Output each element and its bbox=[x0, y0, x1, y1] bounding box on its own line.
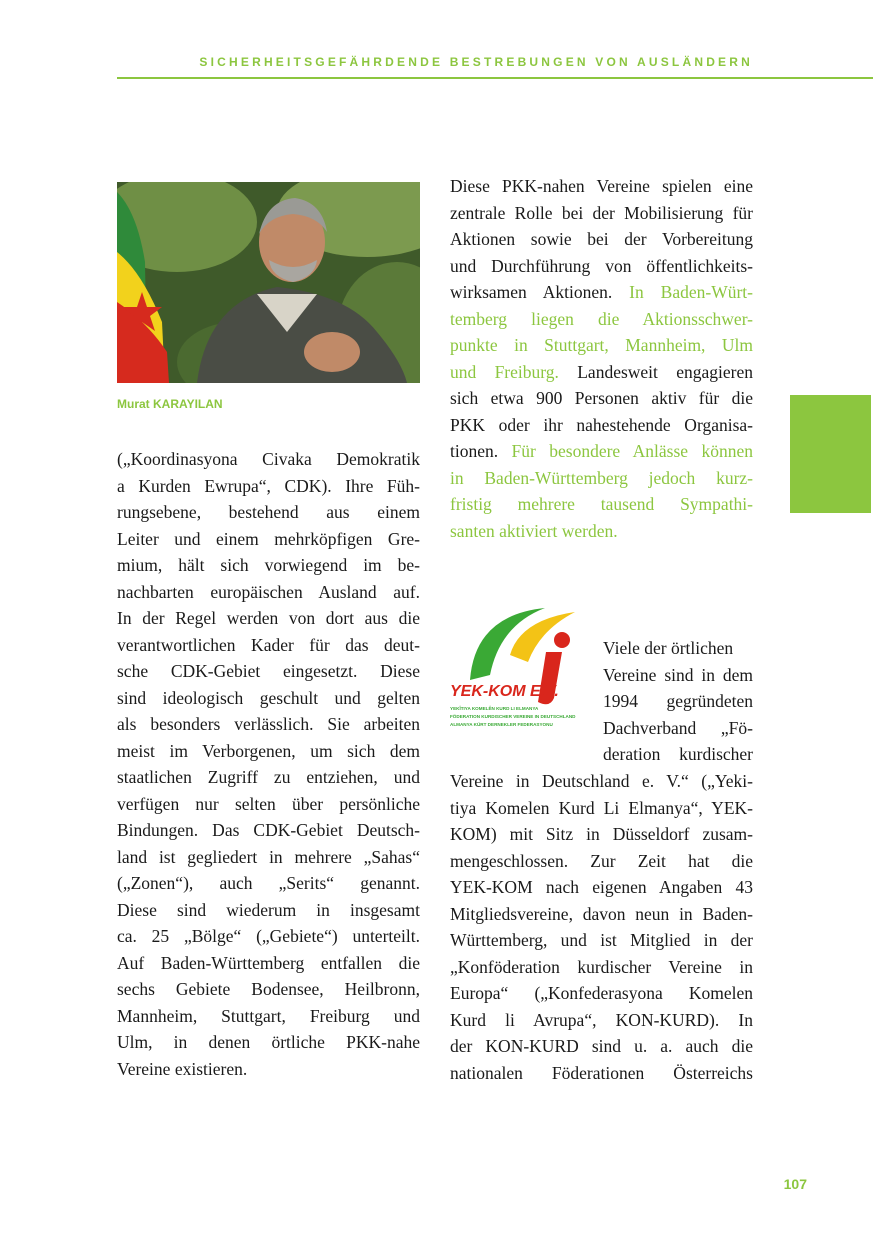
text-line: sechs Gebiete Bodensee, Heilbronn, bbox=[117, 979, 420, 999]
logo-subline-1: YEKÎTIYA KOMELÊN KURD LI ELMANYA bbox=[450, 706, 539, 711]
right-text-column-narrow bbox=[603, 635, 753, 768]
text-line: Kurd li Avrupa“, KON-KURD). In bbox=[450, 1009, 753, 1030]
text-line bbox=[450, 359, 753, 386]
highlighted-text: und Freiburg. bbox=[450, 361, 559, 382]
text-line: als besonders verlässlich. Sie arbeiten bbox=[117, 714, 420, 734]
text-line: „Konföderation kurdischer Vereine in bbox=[450, 956, 753, 977]
text-line: Vereine in Deutschland e. V.“ („Yeki- bbox=[450, 771, 753, 791]
text-line bbox=[450, 465, 753, 492]
page-number: 107 bbox=[783, 1176, 807, 1192]
text-line: rungsebene, bestehend aus einem bbox=[117, 502, 420, 522]
text-line: deration kurdischer bbox=[603, 744, 753, 764]
portrait-photo-illustration bbox=[117, 182, 420, 383]
text-line: mium, hält sich vorwiegend im be- bbox=[117, 555, 420, 575]
text-line bbox=[450, 491, 753, 518]
header-title: SICHERHEITSGEFÄHRDENDE BESTREBUNGEN VON AUSLÄNDERN bbox=[199, 55, 753, 69]
text-line: Leiter und einem mehrköpfigen Gre- bbox=[117, 528, 420, 549]
yek-kom-logo bbox=[450, 600, 585, 740]
logo-subline-2: FÖDERATION KURDISCHER VEREINE IN DEUTSCHLAND bbox=[450, 714, 576, 719]
text-line: Auf Baden-Württemberg entfallen die bbox=[117, 952, 420, 973]
text-line: („Koordinasyona Civaka Demokratik bbox=[117, 449, 420, 469]
text-line bbox=[450, 226, 753, 253]
text-line: („Zonen“), auch „Serits“ genannt. bbox=[117, 873, 420, 893]
text-line: a Kurden Ewrupa“, CDK). Ihre Füh- bbox=[117, 475, 420, 496]
highlighted-text: in Baden-Württemberg jedoch kurz- bbox=[450, 467, 753, 488]
text-line bbox=[450, 332, 753, 359]
text-line: Mannheim, Stuttgart, Freiburg und bbox=[117, 1005, 420, 1026]
text-line: nationalen Föderationen Österreichs bbox=[450, 1062, 753, 1083]
text-line: Vereine existieren. bbox=[117, 1058, 248, 1079]
text-line: Vereine sind in dem bbox=[603, 664, 753, 685]
text-line: mengeschlossen. Zur Zeit hat die bbox=[450, 850, 753, 871]
highlighted-text: punkte in Stuttgart, Mannheim, Ulm bbox=[450, 335, 753, 355]
text-line bbox=[450, 173, 753, 200]
highlighted-text: fristig mehrere tausend Sympathi- bbox=[450, 494, 753, 514]
left-text-column bbox=[117, 446, 420, 1082]
text-line: Diese sind wiederum in insgesamt bbox=[117, 899, 420, 920]
text-line: 1994 gegründeten bbox=[603, 691, 753, 711]
text-line: sind ideologisch geschult und gelten bbox=[117, 687, 420, 708]
text-span: tionen. bbox=[450, 441, 512, 461]
right-text-column-top bbox=[450, 173, 753, 544]
text-line: der KON-KURD sind u. a. auch die bbox=[450, 1036, 753, 1056]
text-line: Dachverband „Fö- bbox=[603, 717, 753, 738]
text-span: wirksamen Aktionen. bbox=[450, 282, 630, 302]
text-line: KOM) mit Sitz in Düsseldorf zusam- bbox=[450, 824, 753, 844]
text-line: YEK-KOM nach eigenen Angaben 43 bbox=[450, 877, 753, 897]
text-span: PKK oder ihr nahestehende Organisa- bbox=[450, 414, 753, 435]
text-line: verfügen nur selten über persönliche bbox=[117, 793, 420, 814]
text-line: Viele der örtlichen bbox=[603, 638, 734, 658]
text-line: meist im Verborgenen, um sich dem bbox=[117, 740, 420, 761]
page-header bbox=[117, 55, 873, 79]
text-span: zentrale Rolle bei der Mobilisierung für bbox=[450, 202, 753, 223]
logo-name: YEK-KOM E.V. bbox=[450, 683, 559, 700]
text-line bbox=[450, 412, 753, 439]
text-line bbox=[450, 385, 753, 412]
chapter-tab-marker bbox=[790, 395, 871, 513]
text-line: nachbarten europäischen Ausland auf. bbox=[117, 581, 420, 602]
portrait-photo bbox=[117, 182, 420, 383]
highlighted-text: Für besondere Anlässe können bbox=[511, 441, 753, 461]
text-line bbox=[450, 306, 753, 333]
text-line: Ulm, in denen örtliche PKK-nahe bbox=[117, 1032, 420, 1052]
yek-kom-logo-graphic bbox=[450, 600, 585, 740]
text-span: und Durchführung von öffentlichkeits- bbox=[450, 255, 753, 276]
text-line: ca. 25 „Bölge“ („Gebiete“) unterteilt. bbox=[117, 926, 420, 946]
highlighted-text: santen aktiviert werden. bbox=[450, 520, 618, 541]
photo-caption: Murat KARAYILAN bbox=[117, 397, 223, 411]
right-text-column-bottom bbox=[450, 768, 753, 1086]
text-line bbox=[450, 253, 753, 280]
text-line bbox=[450, 200, 753, 227]
highlighted-text: In Baden-Würt- bbox=[629, 282, 753, 302]
text-span: Aktionen sowie bei der Vorbereitung bbox=[450, 229, 753, 249]
text-line: Württemberg, und ist Mitglied in der bbox=[450, 930, 753, 950]
text-line bbox=[450, 279, 753, 306]
text-line: sche CDK-Gebiet eingesetzt. Diese bbox=[117, 661, 420, 681]
text-line: Europa“ („Konfederasyona Komelen bbox=[450, 983, 753, 1003]
text-span: Diese PKK-nahen Vereine spielen eine bbox=[450, 176, 753, 196]
highlighted-text: temberg liegen die Aktionsschwer- bbox=[450, 308, 753, 329]
logo-subline-3: ALMANYA KÜRT DERNEKLER FEDERASYONU bbox=[450, 722, 553, 727]
text-line: Bindungen. Das CDK-Gebiet Deutsch- bbox=[117, 820, 420, 840]
text-line: land ist gegliedert in mehrere „Sahas“ bbox=[117, 846, 420, 867]
text-line bbox=[450, 438, 753, 465]
text-line: staatlichen Zugriff zu entziehen, und bbox=[117, 767, 420, 787]
text-line bbox=[450, 518, 753, 545]
text-span: Landesweit engagieren bbox=[558, 361, 753, 382]
text-line: In der Regel werden von dort aus die bbox=[117, 608, 420, 628]
text-line: verantwortlichen Kader für das deut- bbox=[117, 634, 420, 655]
text-span: sich etwa 900 Personen aktiv für die bbox=[450, 388, 753, 408]
text-line: Mitgliedsvereine, davon neun in Baden- bbox=[450, 903, 753, 924]
text-line: tiya Komelen Kurd Li Elmanya“, YEK- bbox=[450, 797, 753, 818]
